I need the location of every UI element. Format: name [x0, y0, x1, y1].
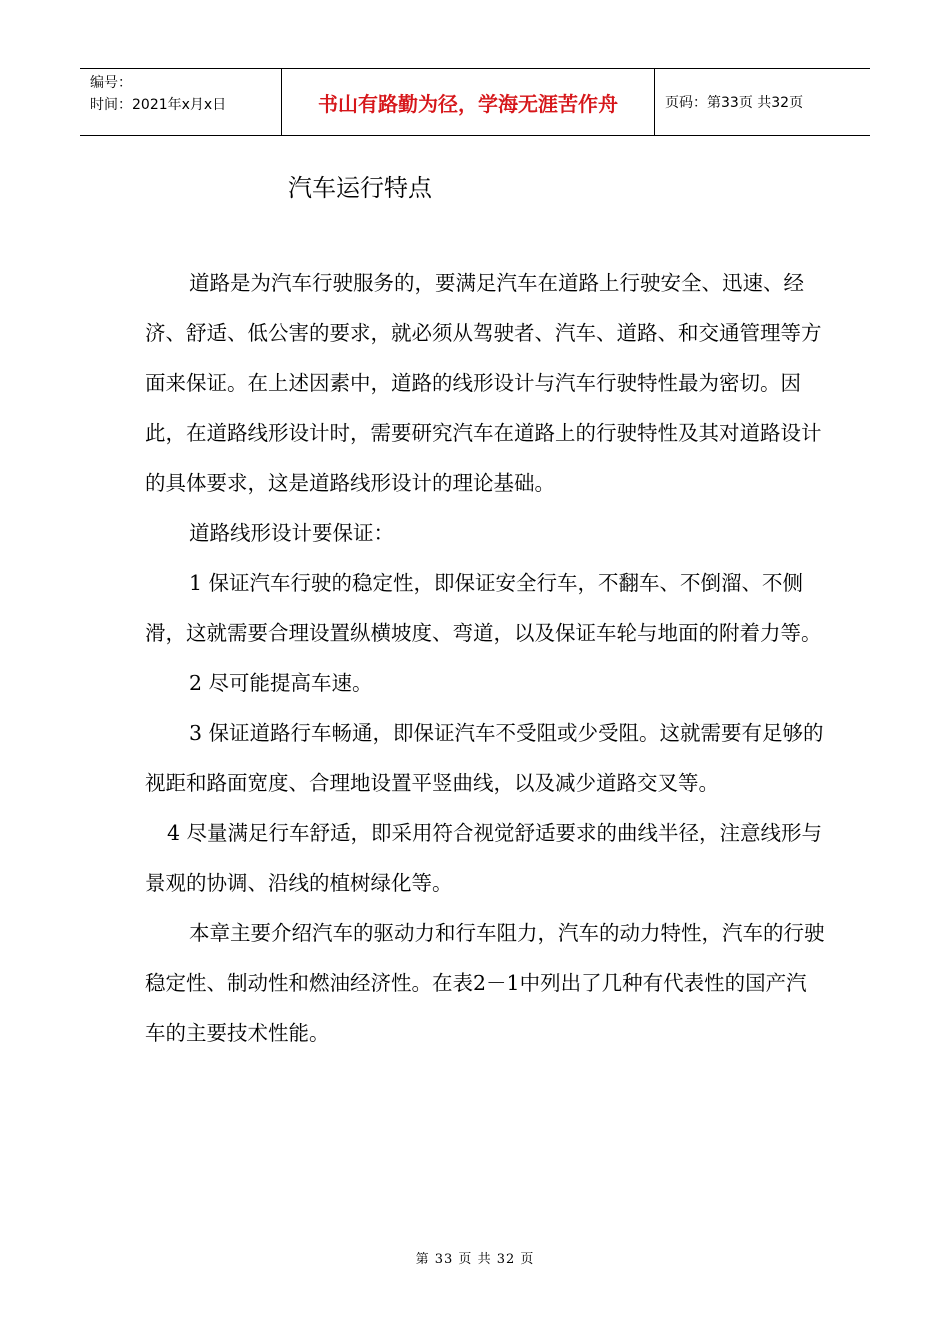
time-label: 时间：2021年x月x日: [90, 97, 227, 113]
document-body: [145, 258, 825, 1058]
paragraph-item-2: 2 尽可能提高车速。: [189, 671, 373, 695]
number-label: 编号：: [90, 75, 132, 91]
paragraph-item-3: 3 保证道路行车畅通，即保证汽车不受阻或少受阻。这就需要有足够的视距和路面宽度、合理地设置平竖曲线，以及减少道路交叉等。: [145, 721, 824, 795]
document-header: [80, 68, 870, 136]
document-title: 汽车运行特点: [288, 174, 432, 202]
paragraph-intro: 道路是为汽车行驶服务的，要满足汽车在道路上行驶安全、迅速、经济、舒适、低公害的要求，就必须从驾驶者、汽车、道路、和交通管理等方面来保证。在上述因素中，道路的线形设计与汽车行驶特性最为密切。因此，在道路线形设计时，需要研究汽车在道路上的行驶特性及其对道路设计的具体要求，这是道路线形设计的理论基础。: [145, 271, 822, 495]
page-footer: 第 33 页 共 32 页: [415, 1252, 535, 1267]
page-code-cell: [655, 69, 870, 135]
paragraph-item-4: 4 尽量满足行车舒适，即采用符合视觉舒适要求的曲线半径，注意线形与景观的协调、沿线的植树绿化等。: [145, 821, 823, 895]
motto-cell: [282, 69, 655, 135]
paragraph-item-1: 1 保证汽车行驶的稳定性，即保证安全行车，不翻车、不倒溜、不侧滑，这就需要合理设置纵横坡度、弯道，以及保证车轮与地面的附着力等。: [145, 571, 822, 645]
header-meta-cell: [80, 69, 282, 135]
page-code-text: 页码：第33页 共32页: [665, 95, 804, 111]
paragraph-requirements-heading: 道路线形设计要保证：: [189, 521, 394, 545]
paragraph-chapter-summary: 本章主要介绍汽车的驱动力和行车阻力，汽车的动力特性，汽车的行驶稳定性、制动性和燃油经济性。在表2－1中列出了几种有代表性的国产汽车的主要技术性能。: [145, 921, 825, 1045]
motto-text: 书山有路勤为径，学海无涯苦作舟: [318, 91, 618, 116]
